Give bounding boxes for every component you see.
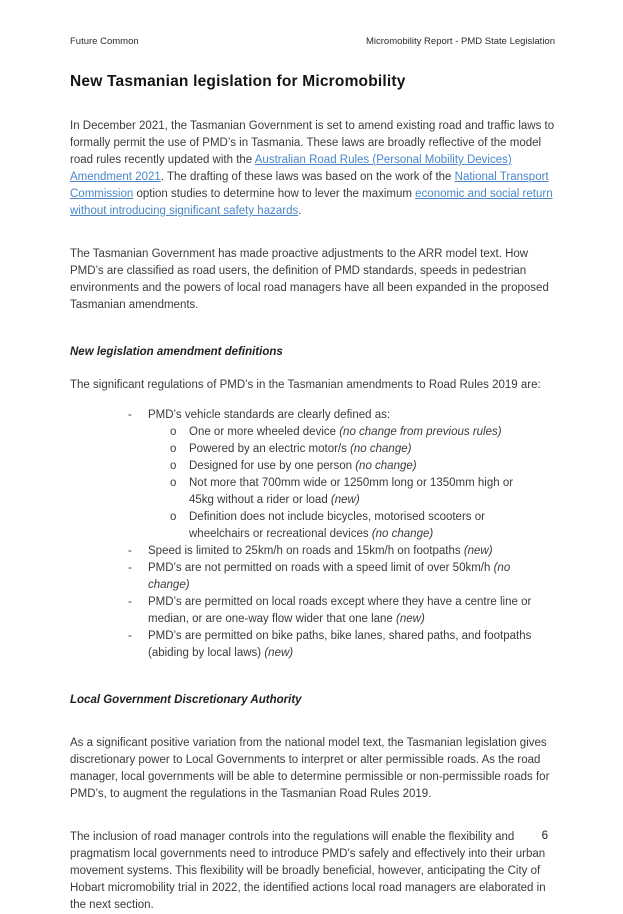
list-item-note: (no change) xyxy=(371,528,434,540)
bullet-marker: o xyxy=(170,426,177,438)
list-item-text: PMD’s vehicle standards are clearly defined as: xyxy=(148,409,391,421)
list-item-note: (new) xyxy=(396,613,425,625)
bullet-marker: - xyxy=(128,562,132,574)
section-heading-local-government-authority: Local Government Discretionary Authority xyxy=(70,694,302,706)
bullet-marker: - xyxy=(128,596,132,608)
regulations-intro-paragraph: The significant regulations of PMD’s in the Tasmanian amendments to Road Rules 2019 are: xyxy=(70,379,541,391)
list-item-note: (no change) xyxy=(350,443,412,455)
list-item-text: Powered by an electric motor/s (no change) xyxy=(189,443,412,455)
list-item-text: Definition does not include bicycles, motorised scooters or wheelchairs or recreational devices (no change) xyxy=(189,511,485,540)
list-item-text: Designed for use by one person (no change) xyxy=(189,460,417,472)
intro-paragraph xyxy=(70,118,555,220)
list-item xyxy=(170,458,540,475)
list-item xyxy=(128,543,540,560)
list-item xyxy=(170,509,540,543)
bullet-marker: o xyxy=(170,443,177,455)
link-national-transport-commission[interactable]: National Transport Commission xyxy=(70,171,549,200)
list-item-text: PMD’s are permitted on local roads except where they have a centre line or median, or are one-way flow wider that one lane (new) xyxy=(148,596,532,625)
list-item xyxy=(128,594,540,628)
bullet-marker: o xyxy=(170,460,177,472)
list-item-text: Speed is limited to 25km/h on roads and 15km/h on footpaths (new) xyxy=(148,545,493,557)
bullet-marker: o xyxy=(170,511,177,523)
list-item-note: (new) xyxy=(264,647,294,659)
list-item-note: (no change from previous rules) xyxy=(339,426,502,438)
list-item-text: PMD’s are permitted on bike paths, bike lanes, shared paths, and footpaths (abiding by local laws) (new) xyxy=(148,630,532,659)
paragraph-text: option studies to determine how to lever the maximum xyxy=(133,188,416,200)
definitions-list xyxy=(70,407,540,662)
list-item xyxy=(128,407,540,424)
page-title: New Tasmanian legislation for Micromobility xyxy=(70,73,406,90)
road-manager-controls-paragraph: The inclusion of road manager controls into the regulations will enable the flexibility and pragmatism local governments need to introduce PMD’s safely and effectively into their urban movement systems. This flexibility will be broadly beneficial, however, anticipating the City of Hobart micromobility trial in 2022, the identified actions local road managers are elaborated in the next section. xyxy=(70,831,546,911)
list-item xyxy=(170,424,540,441)
bullet-marker: - xyxy=(128,409,132,421)
page-number: 6 xyxy=(541,830,548,842)
arr-adjustments-paragraph: The Tasmanian Government has made proactive adjustments to the ARR model text. How PMD’s are classified as road users, the definition of PMD standards, speeds in pedestrian environments and the powers of local road managers have all been expanded in the proposed Tasmanian amendments. xyxy=(70,248,549,311)
header-right-text: Micromobility Report - PMD State Legislation xyxy=(365,36,555,47)
paragraph-text: In December 2021, the Tasmanian Government is set to amend existing road and traffic laws to formally permit the use of PMD’s in Tasmania. These laws are broadly reflective of the model road rules recently updated with the xyxy=(70,120,555,166)
bullet-marker: - xyxy=(128,545,132,557)
list-item xyxy=(128,560,540,594)
header-left-text: Future Common xyxy=(70,36,139,47)
list-item-text: One or more wheeled device (no change from previous rules) xyxy=(189,426,502,438)
list-item-note: (new) xyxy=(330,494,360,506)
bullet-marker: - xyxy=(128,630,132,642)
discretionary-power-paragraph: As a significant positive variation from the national model text, the Tasmanian legislation gives discretionary power to Local Governments to interpret or alter permissible roads. As the road manager, local governments will be able to determine permissible or non-permissible roads for PMD’s, to augment the regulations in the Tasmanian Road Rules 2019. xyxy=(70,737,550,800)
list-item xyxy=(170,475,540,509)
list-item-note: (new) xyxy=(463,545,493,557)
list-item-note: (no change) xyxy=(148,562,511,591)
bullet-marker: o xyxy=(170,477,177,489)
link-arr-amendment-2021[interactable]: Australian Road Rules (Personal Mobility Devices) Amendment 2021 xyxy=(70,154,512,183)
link-economic-social-return[interactable]: economic and social return without introducing significant safety hazards xyxy=(70,188,553,217)
list-item xyxy=(128,628,540,662)
section-heading-new-legislation-definitions: New legislation amendment definitions xyxy=(70,346,283,358)
list-item xyxy=(170,441,540,458)
list-item-note: (no change) xyxy=(355,460,417,472)
list-item-text: Not more that 700mm wide or 1250mm long or 1350mm high or 45kg without a rider or load (new) xyxy=(189,477,514,506)
list-item-text: PMD’s are not permitted on roads with a speed limit of over 50km/h (no change) xyxy=(148,562,511,591)
page-header xyxy=(70,36,555,48)
paragraph-text: . The drafting of these laws was based on the work of the xyxy=(160,171,455,183)
paragraph-text: . xyxy=(298,205,302,217)
